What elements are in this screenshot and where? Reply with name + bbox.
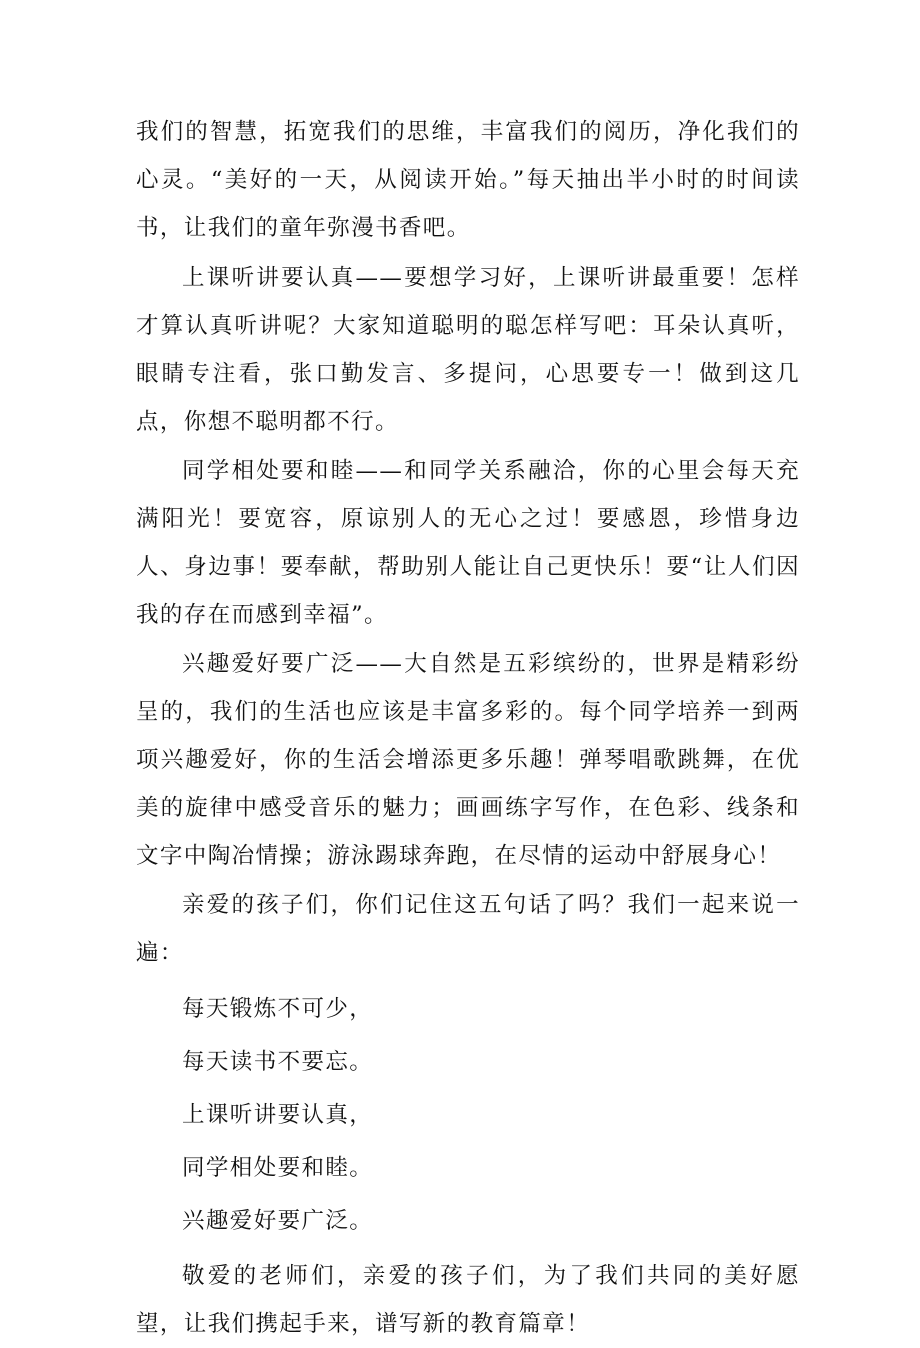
paragraph-recite-intro: 亲爱的孩子们，你们记住这五句话了吗？我们一起来说一遍： xyxy=(136,892,800,966)
paragraph-closing: 敬爱的老师们，亲爱的孩子们，为了我们共同的美好愿望，让我们携起手来，谱写新的教育篇章！ xyxy=(136,1263,800,1337)
verse-line: 兴趣爱好要广泛。 xyxy=(182,1208,374,1234)
verse-list xyxy=(136,983,800,1248)
verse-line: 每天读书不要忘。 xyxy=(182,1049,374,1075)
paragraph-listening: 上课听讲要认真——要想学习好，上课听讲最重要！怎样才算认真听讲呢？大家知道聪明的聪怎样写吧：耳朵认真听，眼睛专注看，张口勤发言、多提问，心思要专一！做到这几点，你想不聪明都不行。 xyxy=(136,265,800,435)
paragraph-hobbies: 兴趣爱好要广泛——大自然是五彩缤纷的，世界是精彩纷呈的，我们的生活也应该是丰富多彩的。每个同学培养一到两项兴趣爱好，你的生活会增添更多乐趣！弹琴唱歌跳舞，在优美的旋律中感受音乐的魅力；画画练字写作，在色彩、线条和文字中陶冶情操；游泳踢球奔跑，在尽情的运动中舒展身心！ xyxy=(136,651,800,869)
verse-line: 上课听讲要认真， xyxy=(182,1102,374,1128)
verse-line: 同学相处要和睦。 xyxy=(182,1155,374,1181)
paragraph-reading: 我们的智慧，拓宽我们的思维，丰富我们的阅历，净化我们的心灵。“美好的一天，从阅读开始。”每天抽出半小时的时间读书，让我们的童年弥漫书香吧。 xyxy=(136,119,800,241)
verse-line: 每天锻炼不可少， xyxy=(182,996,374,1022)
document-page xyxy=(136,108,800,1348)
paragraph-classmates: 同学相处要和睦——和同学关系融洽，你的心里会每天充满阳光！要宽容，原谅别人的无心之过！要感恩，珍惜身边人、身边事！要奉献，帮助别人能让自己更快乐！要“让人们因我的存在而感到幸福”。 xyxy=(136,458,800,628)
